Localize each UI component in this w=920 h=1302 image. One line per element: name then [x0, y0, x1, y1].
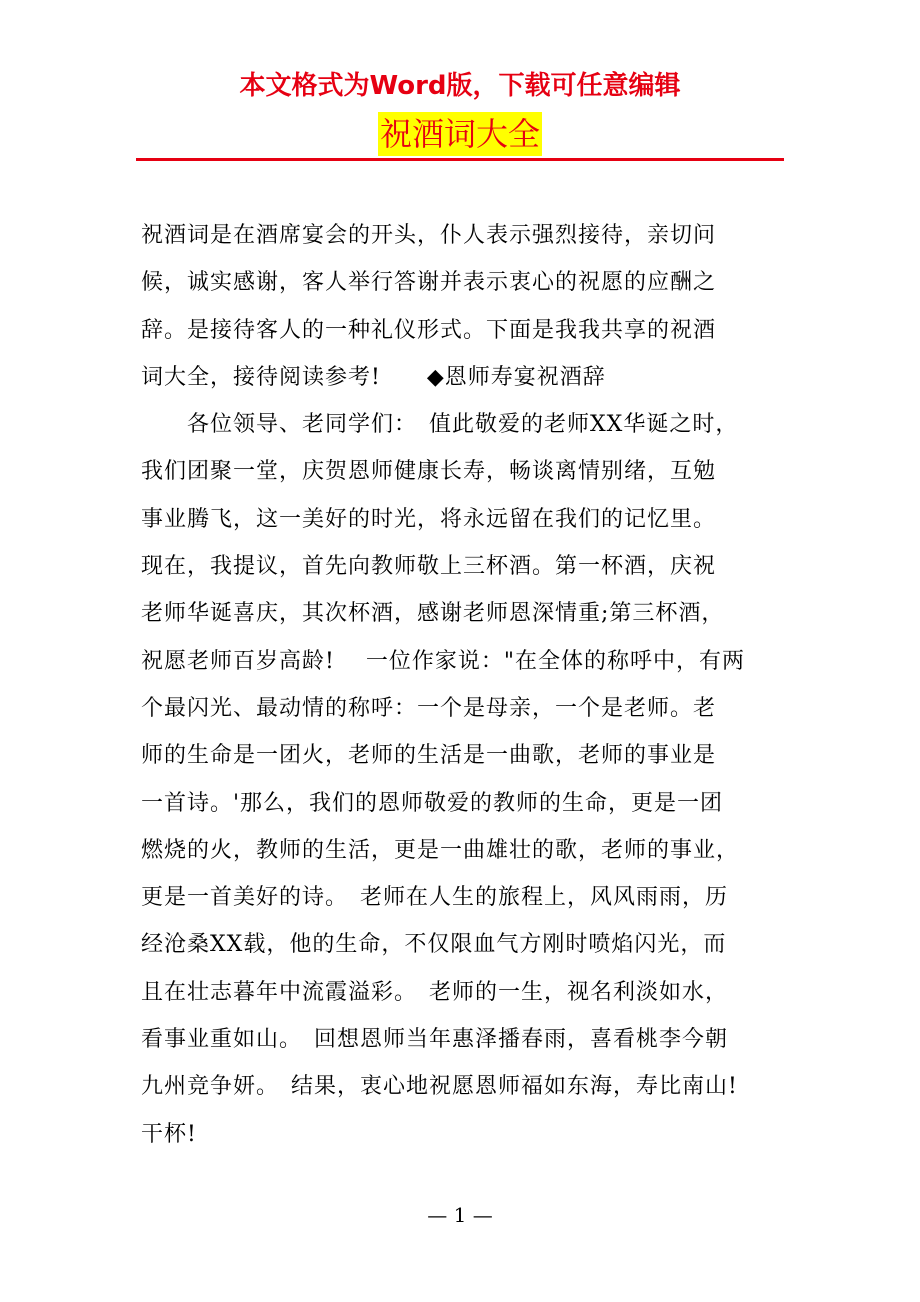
body-line: 干杯!: [141, 1121, 197, 1147]
body-line: 我们团聚一堂，庆贺恩师健康长寿，畅谈离情别绪，互勉: [141, 459, 717, 485]
body-line: 祝愿老师百岁高龄! 一位作家说："在全体的称呼中，有两: [141, 648, 745, 674]
body-line: 老师华诞喜庆，其次杯酒，感谢老师恩深情重;第三杯酒，: [141, 601, 725, 627]
body-line: 祝酒词是在酒席宴会的开头，仆人表示强烈接待，亲切问: [141, 223, 717, 248]
body-line: 候，诚实感谢，客人举行答谢并表示衷心的祝愿的应酬之: [141, 270, 717, 296]
header-divider: [136, 158, 784, 161]
document-title: 祝酒词大全: [378, 112, 542, 156]
document-body: [141, 212, 781, 1158]
body-line: 个最闪光、最动情的称呼：一个是母亲，一个是老师。老: [141, 695, 717, 721]
title-container: [0, 112, 920, 156]
body-line: 现在，我提议，首先向教师敬上三杯酒。第一杯酒，庆祝: [141, 554, 717, 580]
body-line: 更是一首美好的诗。 老师在人生的旅程上，风风雨雨，历: [141, 885, 729, 911]
body-line: 词大全，接待阅读参考! ◆恩师寿宴祝酒辞: [141, 364, 606, 390]
page-number: — 1 —: [427, 1203, 493, 1227]
body-line: 师的生命是一团火，老师的生活是一曲歌，老师的事业是: [141, 743, 717, 769]
body-line: 事业腾飞，这一美好的时光，将永远留在我们的记忆里。: [141, 506, 717, 532]
body-line: 一首诗。'那么，我们的恩师敬爱的教师的生命，更是一团: [141, 790, 724, 816]
body-line: 各位领导、老同学们： 值此敬爱的老师XX华诞之时，: [141, 412, 739, 438]
body-line: 燃烧的火，教师的生活，更是一曲雄壮的歌，老师的事业，: [141, 837, 740, 863]
body-line: 九州竞争妍。 结果，衷心地祝愿恩师福如东海，寿比南山!: [141, 1074, 738, 1100]
format-notice: 本文格式为Word版，下载可任意编辑: [239, 71, 681, 101]
body-line: 看事业重如山。 回想恩师当年惠泽播春雨，喜看桃李今朝: [141, 1027, 729, 1053]
body-line: 且在壮志暮年中流霞溢彩。 老师的一生，视名利淡如水，: [141, 979, 729, 1005]
body-line: 经沧桑XX载，他的生命，不仅限血气方刚时喷焰闪光，而: [141, 932, 727, 958]
body-line: 辞。是接待客人的一种礼仪形式。下面是我我共享的祝酒: [141, 317, 717, 343]
